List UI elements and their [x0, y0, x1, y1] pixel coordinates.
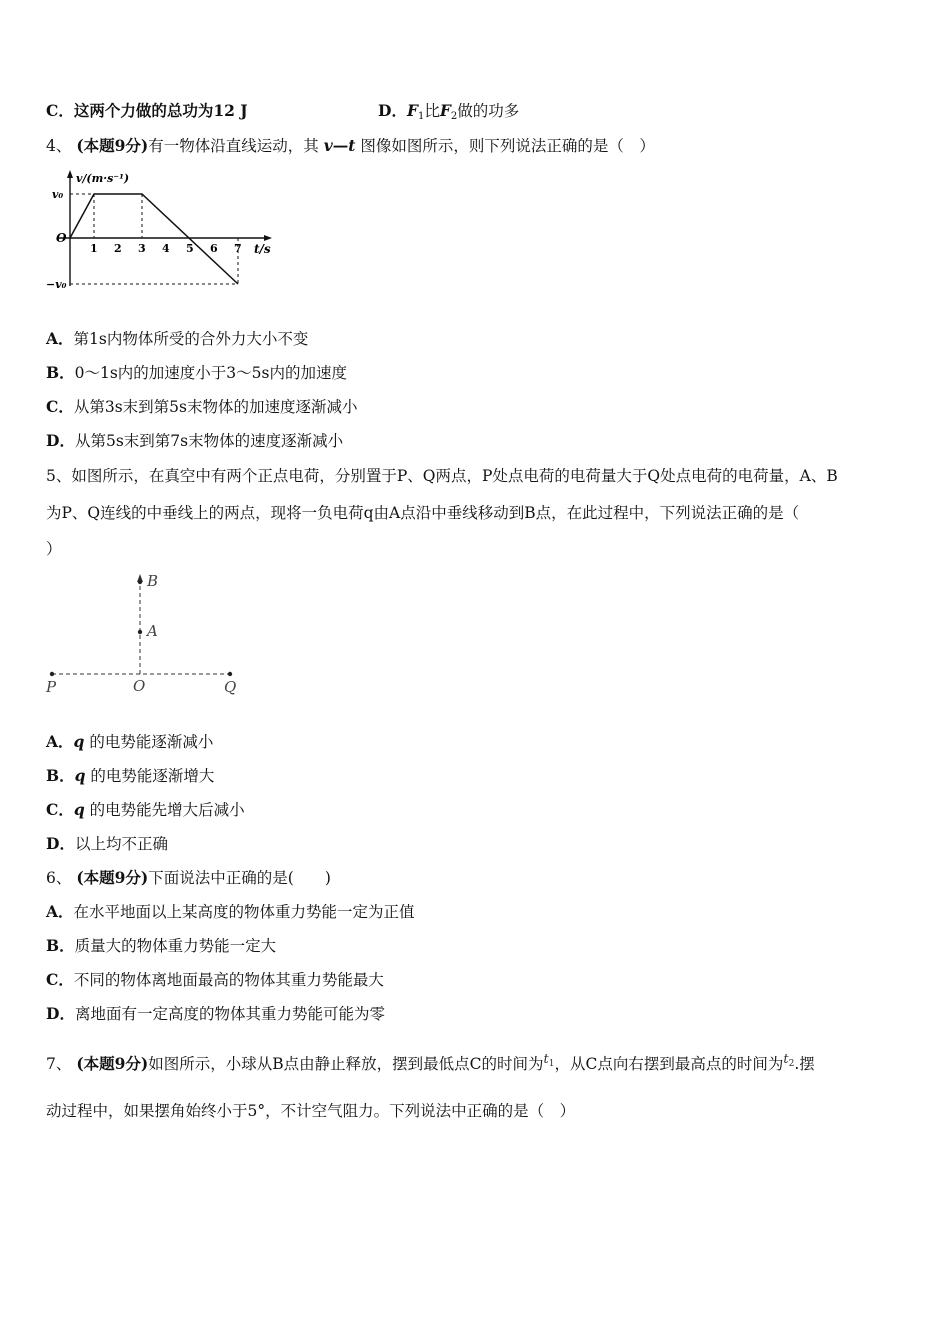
label-q: Q: [224, 678, 237, 696]
option-label: C．: [46, 800, 74, 819]
q6-stem: [46, 868, 331, 888]
question-number: 7、: [46, 1055, 72, 1073]
point-q: [228, 672, 232, 676]
option-text-mid: 比: [424, 102, 440, 120]
option-text: 第1s内物体所受的合外力大小不变: [73, 330, 309, 348]
question-stem-c: .摆: [794, 1055, 815, 1073]
option-text: 在水平地面以上某高度的物体重力势能一定为正值: [73, 903, 415, 921]
x-tick-label: 4: [162, 242, 170, 255]
option-label: C．: [46, 397, 74, 416]
label-o: O: [133, 677, 146, 695]
q6-option-c: [46, 970, 384, 990]
q4-option-b: [46, 363, 347, 383]
label-a: A: [147, 622, 158, 640]
y-axis-arrow: [67, 170, 73, 178]
q5-option-a: [46, 732, 213, 752]
q5-stem-line3: ）: [46, 540, 62, 558]
option-text: 从第3s末到第5s末物体的加速度逐渐减小: [73, 398, 358, 416]
x-axis-label: t/s: [254, 242, 271, 256]
q5-stem-line2: 为P、Q连线的中垂线上的两点，现将一负电荷q由A点沿中垂线移动到B点，在此过程中，下列说法正确的是（: [46, 504, 800, 522]
t2-letter: t: [783, 1052, 789, 1067]
q4-vt-graph: [40, 168, 280, 298]
neg-v0-label: −v₀: [46, 278, 67, 291]
q4-option-a: [46, 329, 308, 349]
question-stem-a: 有一物体沿直线运动，其: [148, 137, 319, 155]
x-tick-label: 2: [114, 242, 122, 255]
question-stem-a: 如图所示，小球从B点由静止释放，摆到最低点C的时间为: [148, 1055, 544, 1073]
option-label: D．: [46, 431, 75, 450]
question-points: (本题9分): [76, 868, 149, 887]
label-b: B: [147, 572, 159, 590]
option-text: 的电势能先增大后减小: [89, 801, 245, 819]
option-label: D．: [46, 834, 75, 853]
q3-option-d: [378, 101, 519, 127]
force-f2: F: [439, 101, 451, 120]
option-text: 从第5s末到第7s末物体的速度逐渐减小: [74, 432, 344, 450]
y-axis-label: v/(m·s⁻¹): [76, 172, 130, 185]
x-axis-arrow: [264, 235, 272, 241]
q5-option-b: [46, 766, 214, 786]
question-stem: 下面说法中正确的是( ): [148, 869, 331, 887]
q7-stem-line2: 动过程中，如果摆角始终小于5°，不计空气阻力。下列说法中正确的是（ ）: [46, 1102, 576, 1120]
q7-stem-line1: [46, 1050, 815, 1074]
t2-subscript: 2: [788, 1059, 795, 1069]
x-tick-label: 1: [90, 242, 98, 255]
option-text: 的电势能逐渐增大: [90, 767, 215, 785]
t1-symbol: [544, 1052, 555, 1067]
option-variable: q: [74, 766, 86, 785]
x-tick-label: 6: [210, 242, 218, 255]
option-variable: q: [73, 732, 85, 751]
origin-label: O: [56, 231, 67, 245]
option-label: A．: [46, 329, 74, 348]
option-text: 的电势能逐渐减小: [89, 733, 214, 751]
force-f1-subscript: 1: [417, 111, 425, 122]
option-variable: q: [73, 800, 85, 819]
force-f2-subscript: 2: [450, 111, 458, 122]
option-text-tail: 做的功多: [457, 102, 520, 120]
q6-option-b: [46, 936, 276, 956]
q6-option-d: [46, 1004, 385, 1024]
question-stem-b: 图像如图所示，则下列说法正确的是（ ）: [360, 137, 655, 155]
q4-option-d: [46, 431, 343, 451]
option-label: A．: [46, 902, 74, 921]
q5-charge-figure: [40, 568, 260, 698]
option-text: 不同的物体离地面最高的物体其重力势能最大: [73, 971, 384, 989]
t1-letter: t: [543, 1052, 549, 1067]
q5-option-d: [46, 834, 168, 854]
option-label: D．: [46, 1004, 75, 1023]
x-tick-label: 3: [138, 242, 146, 255]
option-label: B．: [46, 936, 75, 955]
t1-subscript: 1: [548, 1059, 555, 1069]
q4-stem: [46, 136, 655, 156]
option-text: 0～1s内的加速度小于3～5s内的加速度: [74, 364, 347, 382]
point-b: [138, 580, 142, 584]
q3-option-c: [46, 101, 248, 121]
option-text: 质量大的物体重力势能一定大: [74, 937, 277, 955]
t2-symbol: [783, 1052, 794, 1067]
label-p: P: [46, 678, 57, 696]
point-a: [138, 630, 142, 634]
question-stem-b: ，从C点向右摆到最高点的时间为: [554, 1055, 784, 1073]
question-number: 6、: [46, 869, 72, 887]
q4-option-c: [46, 397, 357, 417]
option-label: C．: [46, 970, 74, 989]
q5-stem-line1: 5、如图所示，在真空中有两个正点电荷，分别置于P、Q两点，P处点电荷的电荷量大于Q处点电荷的电荷量，A、B: [46, 467, 838, 485]
question-number: 4、: [46, 137, 72, 155]
option-label: B．: [46, 766, 75, 785]
point-p: [50, 672, 54, 676]
x-tick-label: 7: [234, 242, 242, 255]
question-points: (本题9分): [76, 1054, 149, 1073]
option-text: 离地面有一定高度的物体其重力势能可能为零: [74, 1005, 385, 1023]
question-points: (本题9分): [76, 136, 149, 155]
force-f1: F: [406, 101, 418, 120]
x-tick-label: 5: [186, 242, 194, 255]
vt-symbol: v—t: [323, 136, 356, 155]
option-text: 以上均不正确: [74, 835, 168, 853]
q6-option-a: [46, 902, 415, 922]
option-label: D．: [378, 101, 407, 120]
q5-option-c: [46, 800, 245, 820]
vt-curve: [70, 194, 238, 284]
v0-label: v₀: [52, 188, 64, 201]
option-label: B．: [46, 363, 75, 382]
option-text: 这两个力做的总功为12 J: [73, 101, 248, 120]
option-label: A．: [46, 732, 74, 751]
option-label: C．: [46, 101, 74, 120]
